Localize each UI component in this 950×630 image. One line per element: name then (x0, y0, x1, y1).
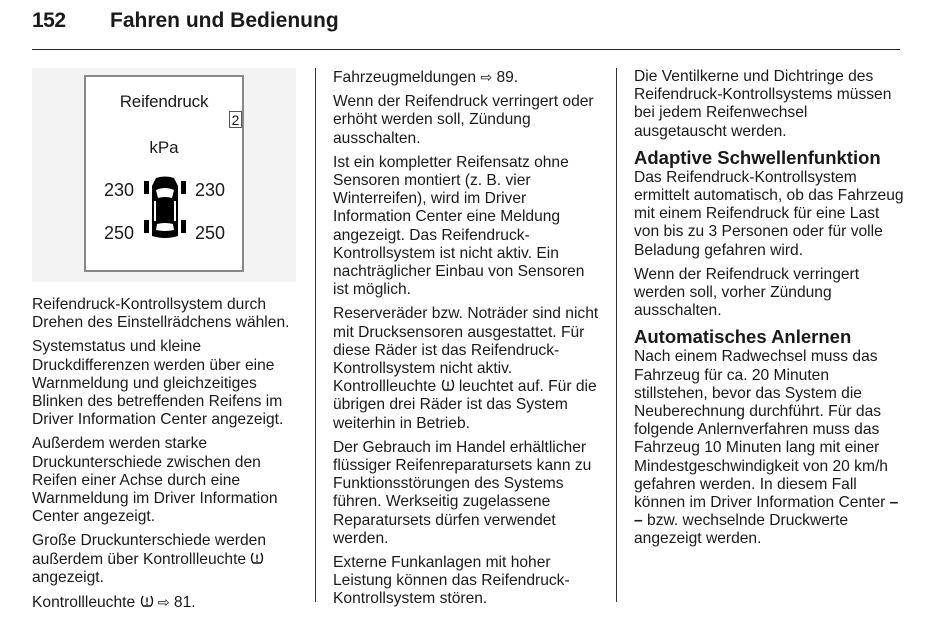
display-page-indicator: 2 (229, 111, 242, 128)
chapter-title: Fahren und Bedienung (110, 9, 339, 32)
paragraph (32, 593, 302, 612)
column-3 (634, 68, 904, 555)
paragraph: Externe Funkanlagen mit hoher Leistung können das Reifendruck-Kontrollsystem stören. (333, 554, 570, 608)
paragraph: Wenn der Reifendruck verringert werden soll, vorher Zündung ausschalten. (634, 265, 860, 320)
dash-symbol: – – (634, 494, 899, 530)
tire-pressure-display (84, 75, 244, 272)
display-unit: kPa (149, 138, 179, 157)
text-span: Große Druckunterschiede werden außerdem über Kontrollleuchte (32, 532, 267, 568)
front-left-pressure: 230 (104, 180, 135, 200)
paragraph: Ist ein kompletter Reifensatz ohne Sensoren montiert (z. B. vier Winterreifen), wird im Driver Information Center eine Meldung angezeigt. Das Reifendruck-Kontrollsystem ist nicht aktiv. Ein nachträglicher Einbau von Sensoren ist möglich. (333, 153, 585, 299)
tire-pressure-warning-icon (441, 378, 455, 392)
paragraph (333, 68, 601, 87)
tire-pressure-warning-icon (140, 594, 154, 608)
column-2 (333, 68, 601, 615)
column-1 (32, 296, 302, 618)
page-reference[interactable]: 81. (173, 594, 196, 612)
rear-left-pressure: 250 (104, 223, 135, 243)
reference-arrow-icon: ⇨ (480, 69, 493, 85)
paragraph (333, 305, 601, 432)
text-span: angezeigt. (32, 568, 104, 586)
paragraph: Reifendruck-Kontrollsystem durch Drehen des Einstellrädchens wählen. (32, 296, 290, 332)
text-span: Reserveräder bzw. Noträder sind nicht mit Drucksensoren ausgestattet. Für diese Räder ist das Reifendruck-Kontrollsystem nicht aktiv. Kontrollleuchte (333, 305, 599, 396)
paragraph (634, 348, 904, 548)
text-span: leuchtet auf. Für die übrigen drei Räder ist das System weiterhin in Betrieb. (333, 378, 597, 432)
column-divider-2 (616, 68, 617, 602)
paragraph: Systemstatus und kleine Druckdifferenzen werden über eine Warnmeldung und gleichzeitiges Blinken des betreffenden Reifens im Driver Information Center angezeigt. (32, 338, 284, 429)
display-title: Reifendruck (119, 92, 209, 111)
reference-arrow-icon: ⇨ (157, 594, 170, 611)
paragraph: Außerdem werden starke Druckunterschiede zwischen den Reifen einer Achse durch eine Warnmeldung im Driver Information Center angezeigt. (32, 435, 278, 526)
text-span: Fahrzeugmeldungen (333, 69, 481, 86)
front-right-pressure: 230 (195, 180, 226, 200)
paragraph: Wenn der Reifendruck verringert oder erhöht werden soll, Zündung ausschalten. (333, 93, 594, 147)
page-reference[interactable]: 89. (496, 69, 519, 86)
column-divider-1 (315, 68, 316, 602)
page-number: 152 (32, 9, 66, 32)
paragraph: Die Ventilkerne und Dichtringe des Reifendruck-Kontrollsystems müssen bei jedem Reifenwechsel ausgetauscht werden. (634, 68, 892, 140)
text-span: bzw. wechselnde Druckwerte angezeigt werden. (634, 512, 849, 548)
text-span: Nach einem Radwechsel muss das Fahrzeug für ca. 20 Minuten stillstehen, bevor das System die Neuberechnung durchführt. Für das folgende Anlernverfahren muss das Fahrzeug 10 Minuten lang mit einer Mindestgeschwindigkeit von 20 km/h gefahren werden. In diesem Fall können im Driver Information Center (634, 348, 890, 512)
section-heading: Automatisches Anlernen (634, 326, 852, 348)
paragraph: Das Reifendruck-Kontrollsystem ermittelt automatisch, ob das Fahrzeug mit einem Reifendruck für eine Last von bis zu 3 Personen oder für volle Beladung gefahren wird. (634, 168, 904, 259)
section-heading: Adaptive Schwellenfunktion (634, 146, 881, 168)
paragraph (32, 532, 302, 587)
rear-right-pressure: 250 (195, 223, 226, 243)
car-top-view-icon (144, 176, 186, 242)
paragraph: Der Gebrauch im Handel erhältlicher flüssiger Reifenreparatursets kann zu Funktionsstörungen des Systems führen. Werkseitig zugelassene Reparatursets dürfen verwendet werden. (333, 438, 592, 547)
header-rule (32, 49, 900, 50)
text-span: Kontrollleuchte (32, 594, 140, 612)
tire-pressure-warning-icon (250, 551, 264, 565)
